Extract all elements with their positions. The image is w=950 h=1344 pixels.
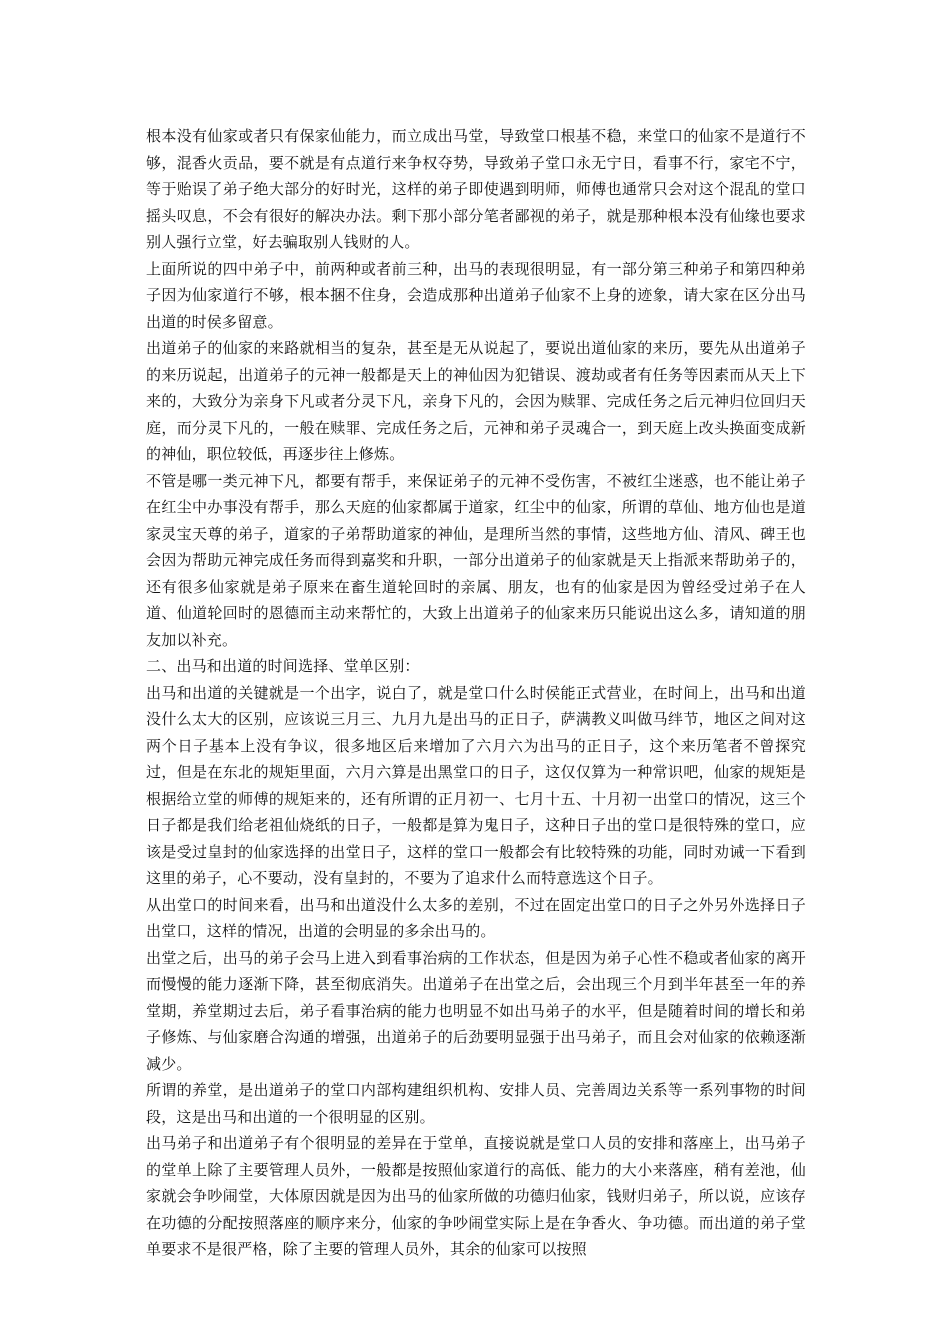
paragraph-9: 出马弟子和出道弟子有个很明显的差异在于堂单，直接说就是堂口人员的安排和落座上，出马弟子的堂单上除了主要管理人员外，一般都是按照仙家道行的高低、能力的大小来落座，稍有差池，仙家就会争吵闹堂，大体原因就是因为出马的仙家所做的功德归仙家，钱财归弟子，所以说，应该存在功德的分配按照落座的顺序来分，仙家的争吵闹堂实际上是在争香火、争功德。而出道的弟子堂单要求不是很严格，除了主要的管理人员外，其余的仙家可以按照 [146, 1134, 806, 1258]
paragraph-5: 出马和出道的关键就是一个出字，说白了，就是堂口什么时侯能正式营业，在时间上，出马和出道没什么太大的区别，应该说三月三、九月九是出马的正日子，萨满教义叫做马绊节，地区之间对这两个日子基本上没有争议，很多地区后来增加了六月六为出马的正日子，这个来历笔者不曾探究过，但是在东北的规矩里面，六月六算是出黑堂口的日子，这仅仅算为一种常识吧，仙家的规矩是根据给立堂的师傅的规矩来的，还有所谓的正月初一、七月十五、十月初一出堂口的情况，这三个日子都是我们给老祖仙烧纸的日子，一般都是算为鬼日子，这种日子出的堂口是很特殊的堂口，应该是受过皇封的仙家选择的出堂日子，这样的堂口一般都会有比较特殊的功能，同时劝诫一下看到这里的弟子，心不要动，没有皇封的，不要为了追求什么而特意选这个日子。 [146, 683, 806, 887]
document-body [146, 123, 806, 1263]
paragraph-7: 出堂之后，出马的弟子会马上进入到看事治病的工作状态，但是因为弟子心性不稳或者仙家的离开而慢慢的能力逐渐下降，甚至彻底消失。出道弟子在出堂之后，会出现三个月到半年甚至一年的养堂期，养堂期过去后，弟子看事治病的能力也明显不如出马弟子的水平，但是随着时间的增长和弟子修炼、与仙家磨合沟通的增强，出道弟子的后劲要明显强于出马弟子，而且会对仙家的依赖逐渐减少。 [146, 948, 806, 1073]
paragraph-1: 根本没有仙家或者只有保家仙能力，而立成出马堂，导致堂口根基不稳，来堂口的仙家不是道行不够，混香火贡品，要不就是有点道行来争权夺势，导致弟子堂口永无宁日，看事不行，家宅不宁，等于贻误了弟子绝大部分的好时光，这样的弟子即使遇到明师，师傅也通常只会对这个混乱的堂口摇头叹息，不会有很好的解决办法。剩下那小部分笔者鄙视的弟子，就是那种根本没有仙缘也要求别人强行立堂，好去骗取别人钱财的人。 [146, 127, 806, 251]
paragraph-2: 上面所说的四中弟子中，前两种或者前三种，出马的表现很明显，有一部分第三种弟子和第四种弟子因为仙家道行不够，根本捆不住身，会造成那种出道弟子仙家不上身的迹象，请大家在区分出马出道的时侯多留意。 [146, 259, 806, 331]
paragraph-8: 所谓的养堂，是出道弟子的堂口内部构建组织机构、安排人员、完善周边关系等一系列事物的时间段，这是出马和出道的一个很明显的区别。 [146, 1081, 806, 1126]
paragraph-4: 不管是哪一类元神下凡，都要有帮手，来保证弟子的元神不受伤害，不被红尘迷惑，也不能让弟子在红尘中办事没有帮手，那么天庭的仙家都属于道家，红尘中的仙家，所谓的草仙、地方仙也是道家灵宝天尊的弟子，道家的子弟帮助道家的神仙，是理所当然的事情，这些地方仙、清风、碑王也会因为帮助元神完成任务而得到嘉奖和升职，一部分出道弟子的仙家就是天上指派来帮助弟子的，还有很多仙家就是弟子原来在畜生道轮回时的亲属、朋友，也有的仙家是因为曾经受过弟子在人道、仙道轮回时的恩德而主动来帮忙的，大致上出道弟子的仙家来历只能说出这么多，请知道的朋友加以补充。 [146, 471, 806, 649]
section-heading: 二、出马和出道的时间选择、堂单区别： [146, 657, 420, 675]
paragraph-6: 从出堂口的时间来看，出马和出道没什么太多的差别，不过在固定出堂口的日子之外另外选择日子出堂口，这样的情况，出道的会明显的多余出马的。 [146, 895, 806, 940]
paragraph-3: 出道弟子的仙家的来路就相当的复杂，甚至是无从说起了，要说出道仙家的来历，要先从出道弟子的来历说起，出道弟子的元神一般都是天上的神仙因为犯错误、渡劫或者有任务等因素而从天上下来的，大致分为亲身下凡或者分灵下凡，亲身下凡的，会因为赎罪、完成任务之后元神归位回归天庭，而分灵下凡的，一般在赎罪、完成任务之后，元神和弟子灵魂合一，到天庭上改头换面变成新的神仙，职位较低，再逐步往上修炼。 [146, 339, 806, 463]
